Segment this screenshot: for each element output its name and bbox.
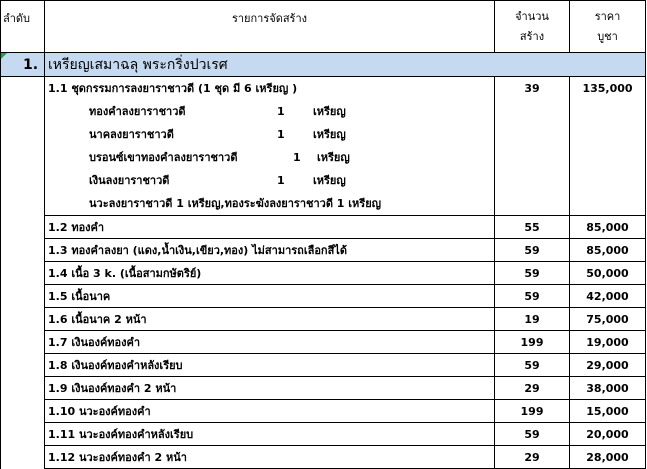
item-label: 1.7 เงินองค์ทองคำ [45,331,495,354]
component-unit: เหรียญ [313,128,346,141]
table-row [1,262,646,285]
item-label: 1.10 นวะองค์ทองคำ [45,400,495,423]
table-row [1,377,646,400]
section-number: 1. [23,56,39,73]
component-count: 1 [277,174,285,187]
table-row [1,308,646,331]
table-row [1,354,646,377]
item-label: 1.4 เนื้อ 3 k. (เนื้อสามกษัตริย์) [45,262,495,285]
item-price: 85,000 [570,216,646,239]
item-qty: 29 [495,446,570,469]
index-blank-cell [1,77,45,469]
item-label: 1.5 เนื้อนาค [45,285,495,308]
item-price: 20,000 [570,423,646,446]
component-unit: เหรียญ [317,151,350,164]
header-items: รายการจัดสร้าง [45,1,495,53]
table-row [1,446,646,469]
header-qty-line2: สร้าง [519,29,545,43]
section-number-cell [1,53,45,77]
component-line [45,100,494,123]
comment-marker-icon [1,53,7,59]
item-price: 19,000 [570,331,646,354]
item-price: 85,000 [570,239,646,262]
item-price: 29,000 [570,354,646,377]
item-label: 1.11 นวะองค์ทองคำหลังเรียบ [45,423,495,446]
section-row [1,53,646,77]
component-unit: เหรียญ [313,174,346,187]
item-label: 1.2 ทองคำ [45,216,495,239]
set-item-row [1,77,646,216]
item-price: 42,000 [570,285,646,308]
header-price-line2: บูชา [597,29,618,43]
header-index: ลำดับ [1,1,45,53]
item-qty: 59 [495,262,570,285]
component-count: 1 [277,128,285,141]
item-label: 1.9 เงินองค์ทองคำ 2 หน้า [45,377,495,400]
item-label: 1.6 เนื้อนาค 2 หน้า [45,308,495,331]
header-qty-line1: จำนวน [515,9,549,23]
component-line [45,123,494,146]
item-qty: 59 [495,285,570,308]
set-item-desc [45,77,495,216]
section-title: เหรียญเสมาฉลุ พระกริ่งปวเรศ [45,53,646,77]
table-row [1,400,646,423]
item-qty: 199 [495,331,570,354]
table-row [1,285,646,308]
component-count: 1 [277,105,285,118]
table-row [1,331,646,354]
header-qty [495,1,570,53]
component-line [45,146,494,169]
component-line [45,169,494,192]
item-price: 75,000 [570,308,646,331]
item-label: 1.3 ทองคำลงยา (แดง,น้ำเงิน,เขียว,ทอง) ไม่สามารถเลือกสีได้ [45,239,495,262]
header-row [1,1,646,53]
item-qty: 59 [495,423,570,446]
component-unit: เหรียญ [313,105,346,118]
header-price-line1: ราคา [594,9,621,23]
item-qty: 59 [495,239,570,262]
table-row [1,423,646,446]
component-name: นาคลงยาราชาวดี [89,128,174,141]
component-name: เงินลงยาราชาวดี [89,174,170,187]
component-name: ทองคำลงยาราชาวดี [89,105,186,118]
table-row [1,216,646,239]
component-count: 1 [293,151,301,164]
item-qty: 29 [495,377,570,400]
item-qty: 55 [495,216,570,239]
header-price [570,1,646,53]
item-price: 50,000 [570,262,646,285]
item-qty: 59 [495,354,570,377]
component-last-line: นวะลงยาราชาวดี 1 เหรียญ,ทองระฆังลงยาราชาวดี 1 เหรียญ [89,197,382,210]
item-qty: 19 [495,308,570,331]
item-price: 15,000 [570,400,646,423]
set-item-price: 135,000 [570,77,646,216]
item-price: 28,000 [570,446,646,469]
item-label: 1.8 เงินองค์ทองคำหลังเรียบ [45,354,495,377]
item-label: 1.12 นวะองค์ทองคำ 2 หน้า [45,446,495,469]
item-price: 38,000 [570,377,646,400]
set-item-qty: 39 [495,77,570,216]
set-item-label: 1.1 ชุดกรรมการลงยาราชาวดี (1 ชุด มี 6 เหรียญ ) [48,82,298,95]
item-qty: 199 [495,400,570,423]
component-name: บรอนซ์เขาทองคำลงยาราชาวดี [89,151,238,164]
table-row [1,239,646,262]
